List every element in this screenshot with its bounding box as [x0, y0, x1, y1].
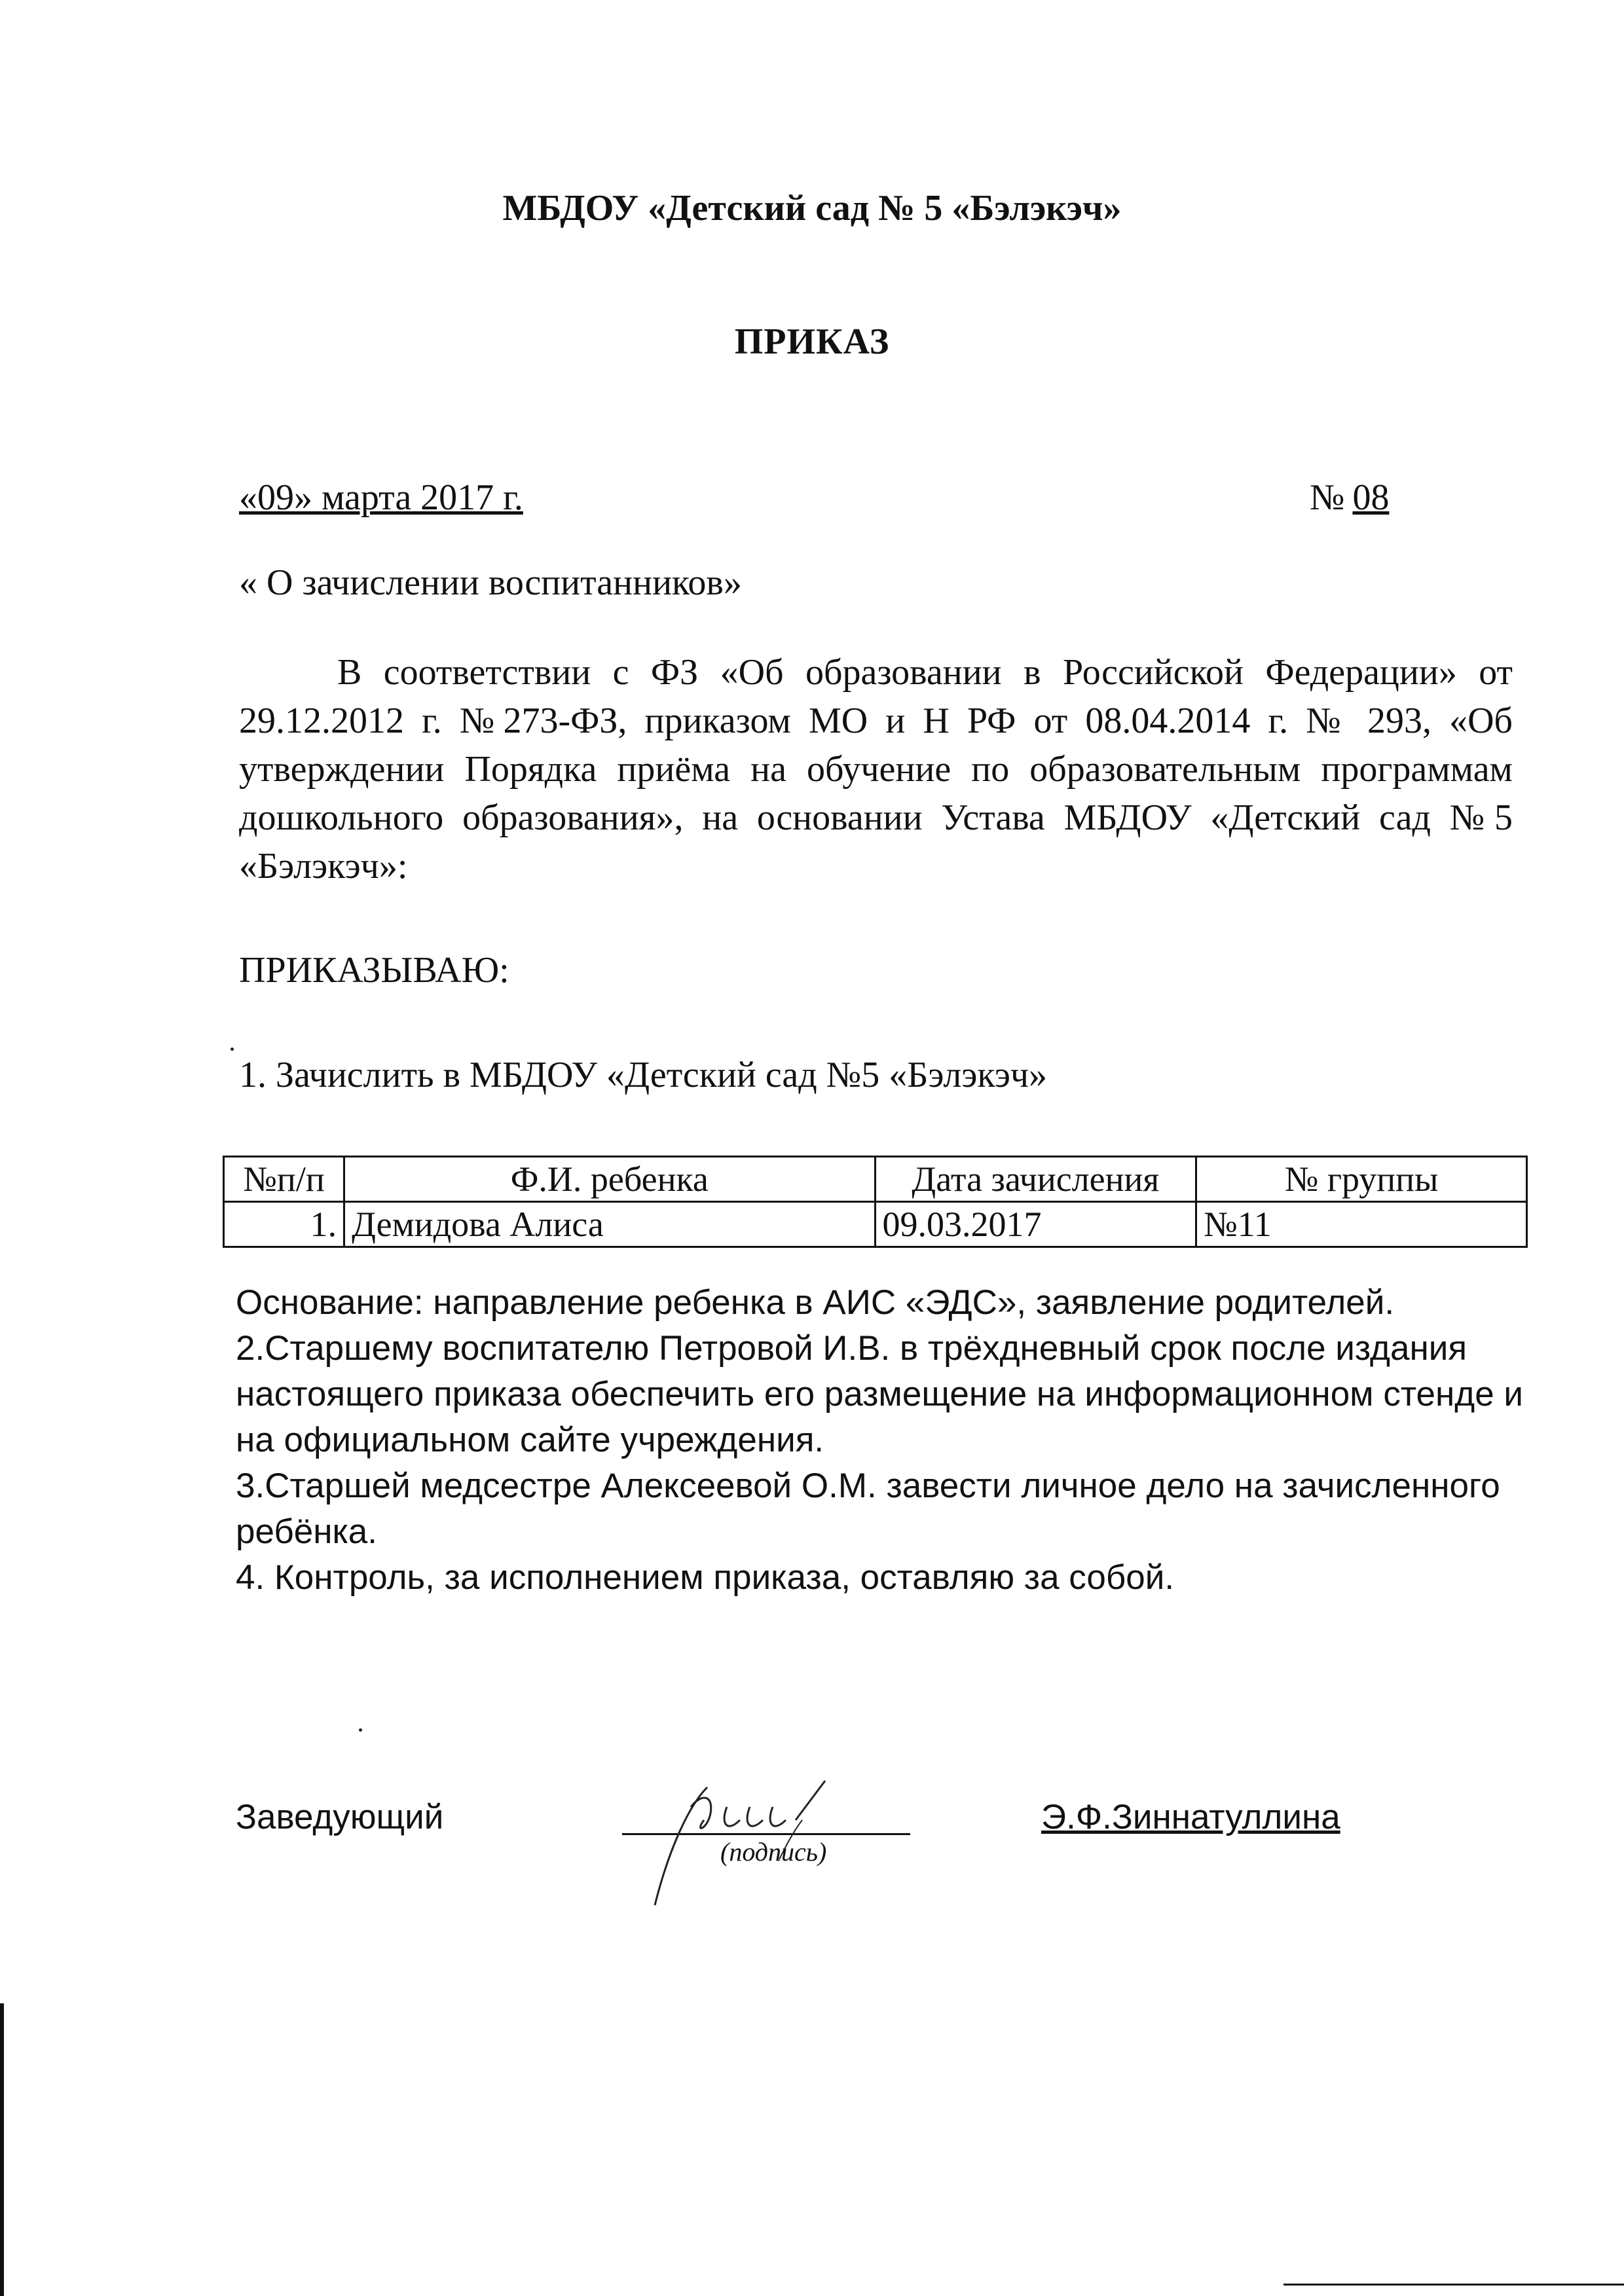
item-4-paragraph: 4. Контроль, за исполнением приказа, оставляю за собой.: [236, 1558, 1175, 1597]
table-header-row: [224, 1157, 1527, 1202]
scan-footer-line: [1283, 2284, 1624, 2286]
order-body: [236, 1280, 1539, 1601]
column-header-child-name: Ф.И. ребенка: [344, 1157, 875, 1202]
signature-caption: (подпись): [720, 1837, 827, 1867]
column-header-number: №п/п: [224, 1157, 344, 1202]
organization-title: МБДОУ «Детский сад № 5 «Бэлэкэч»: [502, 188, 1122, 228]
order-subject: « О зачислении воспитанников»: [239, 562, 742, 603]
preamble-paragraph: В соответствии с ФЗ «Об образовании в Российской Федерации» от 29.12.2012 г. №273-ФЗ, приказом МО и Н РФ от 08.04.2014 г. № 293, «Об утверждении Порядка приёма на обучение по образовательным программам дошкольного образования», на основании Устава МБДОУ «Детский сад №5 «Бэлэкэч»:: [239, 652, 1513, 886]
basis-line: Основание: направление ребенка в АИС «ЭДС», заявление родителей.: [236, 1283, 1395, 1322]
order-number: [1310, 477, 1401, 519]
column-header-group: № группы: [1196, 1157, 1527, 1202]
document-title: ПРИКАЗ: [734, 321, 890, 362]
item-2-paragraph: 2.Старшему воспитателю Петровой И.В. в трёхдневный срок после издания настоящего приказа обеспечить его размещение на информационном стенде и на официальном сайте учреждения.: [236, 1329, 1523, 1459]
order-word: ПРИКАЗЫВАЮ:: [239, 950, 509, 991]
signatory-name: Э.Ф.Зиннатуллина: [1041, 1798, 1340, 1836]
row-number-cell: 1.: [224, 1202, 344, 1247]
scan-speck: [359, 1728, 362, 1732]
signatory-title: Заведующий: [236, 1798, 444, 1836]
order-date: «09» марта 2017 г.: [239, 477, 523, 518]
scan-speck: [231, 1048, 234, 1051]
order-number-prefix: №: [1310, 477, 1345, 518]
item-1-enroll: 1. Зачислить в МБДОУ «Детский сад №5 «Бэлэкэч»: [239, 1055, 1048, 1095]
group-cell: №11: [1196, 1202, 1527, 1247]
child-name-cell: Демидова Алиса: [344, 1202, 875, 1247]
column-header-enroll-date: Дата зачисления: [875, 1157, 1196, 1202]
enroll-date-cell: 09.03.2017: [875, 1202, 1196, 1247]
table-row: [224, 1202, 1527, 1247]
enrollment-table: [223, 1156, 1528, 1248]
order-number-value: 08: [1352, 477, 1390, 518]
scan-edge-mark: [0, 2003, 4, 2296]
item-3-paragraph: 3.Старшей медсестре Алексеевой О.М. завести личное дело на зачисленного ребёнка.: [236, 1467, 1500, 1551]
